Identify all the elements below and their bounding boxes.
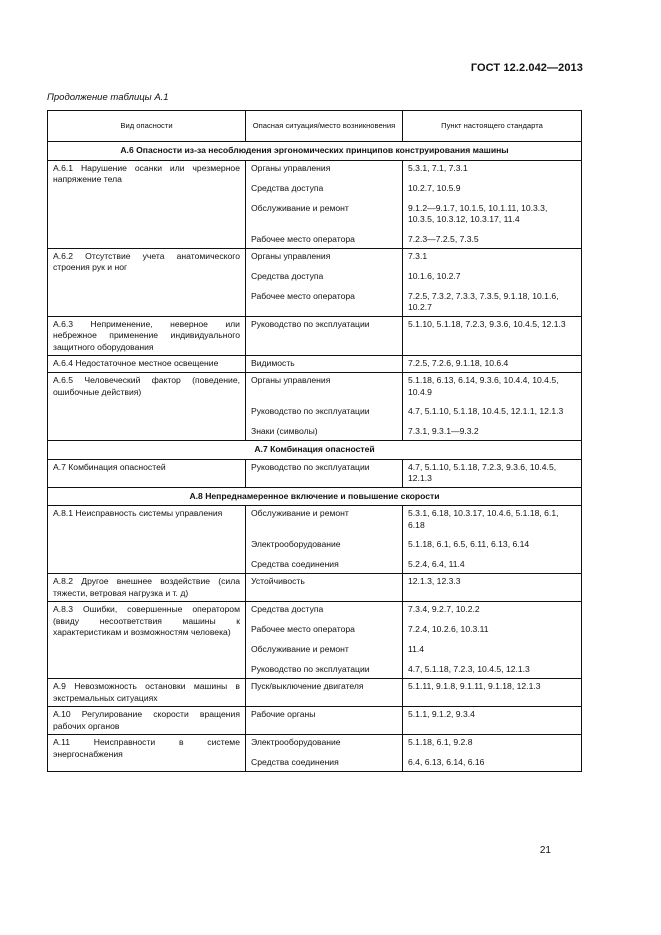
- table-row: [48, 735, 582, 772]
- table-row: [48, 459, 582, 487]
- situation-cell: [246, 506, 403, 574]
- hazard-table: [47, 110, 582, 772]
- hazard-cell: А.6.1 Нарушение осанки или чрезмерное напряжение тела: [48, 160, 246, 248]
- clause-item: 7.2.5, 7.3.2, 7.3.3, 7.3.5, 9.1.18, 10.1.6, 10.2.7: [408, 290, 559, 312]
- clause-cell: [403, 356, 582, 373]
- clause-item: 12.1.3, 12.3.3: [408, 576, 461, 586]
- clause-item: 11.4: [408, 644, 425, 654]
- situation-item: Органы управления: [251, 162, 331, 173]
- section-title: А.6 Опасности из-за несоблюдения эргономических принципов конструирования машины: [48, 142, 582, 161]
- hazard-cell: А.6.4 Недостаточное местное освещение: [48, 356, 246, 373]
- clause-item: 7.2.3—7.2.5, 7.3.5: [408, 233, 479, 244]
- section-title: А.8 Непреднамеренное включение и повышение скорости: [48, 487, 582, 506]
- situation-item: Устойчивость: [251, 576, 305, 586]
- situation-cell: [246, 160, 403, 248]
- situation-item: Пуск/выключение двигателя: [251, 681, 364, 691]
- section-row: [48, 487, 582, 506]
- clause-cell: [403, 602, 582, 679]
- clause-item: 5.1.18, 6.13, 6.14, 9.3.6, 10.4.4, 10.4.5, 10.4.9: [408, 375, 559, 397]
- clause-cell: [403, 248, 582, 316]
- situation-item: Руководство по эксплуатации: [251, 406, 370, 416]
- clause-item: 5.2.4, 6.4, 11.4: [408, 559, 465, 569]
- situation-item: Электрооборудование: [251, 737, 341, 747]
- situation-item: Органы управления: [251, 375, 331, 385]
- clause-cell: [403, 574, 582, 602]
- situation-item: Средства доступа: [251, 604, 324, 614]
- situation-item: Обслуживание и ремонт: [251, 508, 349, 518]
- clause-item: 4.7, 5.1.10, 5.1.18, 7.2.3, 9.3.6, 10.4.5, 12.1.3: [408, 461, 557, 483]
- hazard-cell: А.7 Комбинация опасностей: [48, 459, 246, 487]
- situation-cell: [246, 373, 403, 441]
- column-header-situation: Опасная ситуация/место возникновения: [246, 111, 403, 142]
- clause-item: 9.1.2—9.1.7, 10.1.5, 10.1.11, 10.3.3, 10.3.5, 10.3.12, 10.3.17, 11.4: [408, 202, 548, 224]
- hazard-cell: А.11 Неисправности в системе энергоснабжения: [48, 735, 246, 772]
- table-header-row: [48, 111, 582, 142]
- table-row: [48, 602, 582, 679]
- table-row: [48, 373, 582, 441]
- situation-cell: [246, 735, 403, 772]
- situation-item: Обслуживание и ремонт: [251, 644, 349, 654]
- clause-item: 5.3.1, 7.1, 7.3.1: [408, 162, 468, 173]
- clause-item: 7.3.1, 9.3.1—9.3.2: [408, 426, 479, 436]
- hazard-cell: А.10 Регулирование скорости вращения рабочих органов: [48, 707, 246, 735]
- situation-item: Руководство по эксплуатации: [251, 664, 370, 674]
- clause-cell: [403, 316, 582, 356]
- page-number: 21: [539, 845, 551, 856]
- situation-item: Рабочие органы: [251, 709, 316, 719]
- clause-item: 7.2.4, 10.2.6, 10.3.11: [408, 624, 489, 634]
- situation-item: Руководство по эксплуатации: [251, 318, 370, 329]
- clause-item: 10.1.6, 10.2.7: [408, 270, 461, 281]
- situation-cell: [246, 459, 403, 487]
- situation-item: Средства доступа: [251, 270, 324, 281]
- clause-item: 7.3.1: [408, 250, 428, 261]
- clause-cell: [403, 506, 582, 574]
- situation-item: Рабочее место оператора: [251, 290, 355, 301]
- clause-cell: [403, 160, 582, 248]
- clause-cell: [403, 707, 582, 735]
- hazard-cell: А.6.5 Человеческий фактор (поведение, ошибочные действия): [48, 373, 246, 441]
- section-row: [48, 142, 582, 161]
- situation-cell: [246, 602, 403, 679]
- clause-item: 5.1.11, 9.1.8, 9.1.11, 9.1.18, 12.1.3: [408, 681, 541, 691]
- hazard-cell: А.8.2 Другое внешнее воздействие (сила тяжести, ветровая нагрузка и т. д): [48, 574, 246, 602]
- clause-cell: [403, 735, 582, 772]
- table-row: [48, 160, 582, 248]
- section-row: [48, 441, 582, 460]
- clause-item: 4.7, 5.1.10, 5.1.18, 10.4.5, 12.1.1, 12.1.3: [408, 406, 564, 416]
- table-row: [48, 506, 582, 574]
- clause-item: 4.7, 5.1.18, 7.2.3, 10.4.5, 12.1.3: [408, 664, 530, 674]
- clause-item: 5.1.10, 5.1.18, 7.2.3, 9.3.6, 10.4.5, 12.1.3: [408, 318, 566, 329]
- table-body: [48, 142, 582, 772]
- clause-item: 7.2.5, 7.2.6, 9.1.18, 10.6.4: [408, 358, 509, 368]
- section-title: А.7 Комбинация опасностей: [48, 441, 582, 460]
- table-row: [48, 248, 582, 316]
- clause-item: 10.2.7, 10.5.9: [408, 182, 461, 193]
- column-header-clause: Пункт настоящего стандарта: [403, 111, 582, 142]
- table-row: [48, 356, 582, 373]
- clause-item: 6.4, 6.13, 6.14, 6.16: [408, 757, 485, 767]
- situation-cell: [246, 574, 403, 602]
- situation-item: Средства доступа: [251, 182, 324, 193]
- situation-item: Видимость: [251, 358, 295, 368]
- clause-item: 7.3.4, 9.2.7, 10.2.2: [408, 604, 480, 614]
- situation-cell: [246, 707, 403, 735]
- clause-cell: [403, 679, 582, 707]
- situation-item: Руководство по эксплуатации: [251, 461, 370, 472]
- situation-item: Электрооборудование: [251, 539, 341, 549]
- situation-item: Знаки (символы): [251, 426, 318, 436]
- clause-cell: [403, 373, 582, 441]
- table-row: [48, 679, 582, 707]
- clause-item: 5.1.1, 9.1.2, 9.3.4: [408, 709, 475, 719]
- situation-cell: [246, 679, 403, 707]
- clause-item: 5.3.1, 6.18, 10.3.17, 10.4.6, 5.1.18, 6.1, 6.18: [408, 508, 559, 530]
- situation-item: Средства соединения: [251, 559, 339, 569]
- situation-item: Рабочее место оператора: [251, 233, 355, 244]
- situation-cell: [246, 248, 403, 316]
- hazard-cell: А.6.2 Отсутствие учета анатомического строения рук и ног: [48, 248, 246, 316]
- situation-cell: [246, 316, 403, 356]
- hazard-cell: А.8.1 Неисправность системы управления: [48, 506, 246, 574]
- situation-item: Средства соединения: [251, 757, 339, 767]
- clause-item: 5.1.18, 6.1, 6.5, 6.11, 6.13, 6.14: [408, 539, 530, 549]
- hazard-cell: А.6.3 Неприменение, неверное или небрежное применение индивидуального защитного оборудования: [48, 316, 246, 356]
- situation-item: Рабочее место оператора: [251, 624, 355, 634]
- situation-item: Обслуживание и ремонт: [251, 202, 349, 213]
- column-header-hazard: Вид опасности: [48, 111, 246, 142]
- hazard-cell: А.8.3 Ошибки, совершенные оператором (ввиду несоответствия машины к характеристикам и возможностям человека): [48, 602, 246, 679]
- table-row: [48, 316, 582, 356]
- table-row: [48, 574, 582, 602]
- clause-cell: [403, 459, 582, 487]
- table-caption: Продолжение таблицы А.1: [47, 92, 169, 103]
- hazard-cell: А.9 Невозможность остановки машины в экстремальных ситуациях: [48, 679, 246, 707]
- situation-item: Органы управления: [251, 250, 331, 261]
- table-row: [48, 707, 582, 735]
- document-id: ГОСТ 12.2.042—2013: [470, 62, 583, 74]
- clause-item: 5.1.18, 6.1, 9.2.8: [408, 737, 473, 747]
- situation-cell: [246, 356, 403, 373]
